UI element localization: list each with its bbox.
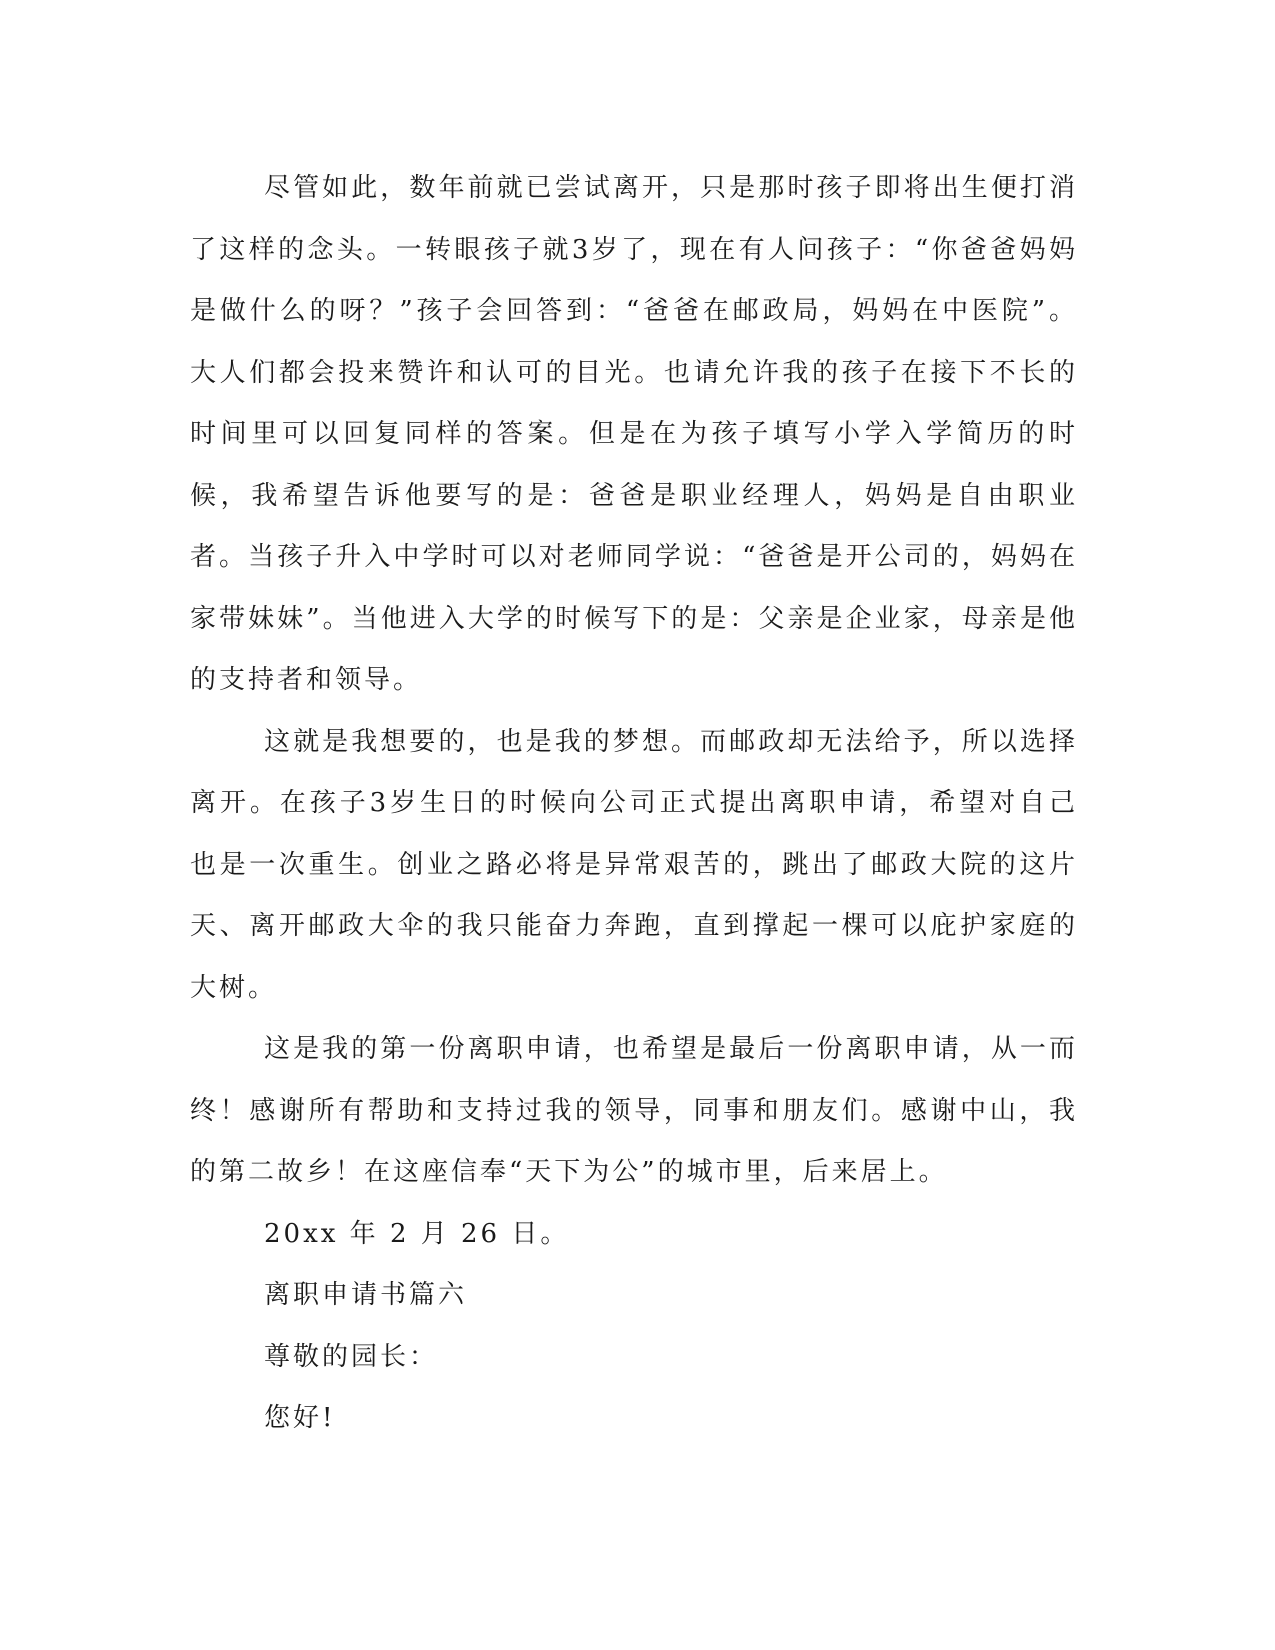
salutation: 尊敬的园长： (264, 1341, 439, 1372)
paragraph-1: 尽管如此，数年前就已尝试离开，只是那时孩子即将出生便打消了这样的念头。一转眼孩子就3岁了，现在有人问孩子：“你爸爸妈妈是做什么的呀？”孩子会回答到：“爸爸在邮政局，妈妈在中医院”。大人们都会投来赞许和认可的目光。也请允许我的孩子在接下不长的时间里可以回复同样的答案。但是在为孩子填写小学入学简历的时候，我希望告诉他要写的是：爸爸是职业经理人，妈妈是自由职业者。当孩子升入中学时可以对老师同学说：“爸爸是开公司的，妈妈在家带妹妹”。当他进入大学的时候写下的是：父亲是企业家，母亲是他的支持者和领导。 (190, 173, 1078, 695)
section-title: 离职申请书篇六 (264, 1280, 468, 1310)
date-line: 20xx 年 2 月 26 日。 (264, 1218, 570, 1249)
paragraph-2: 这就是我想要的，也是我的梦想。而邮政却无法给予，所以选择离开。在孩子3岁生日的时候向公司正式提出离职申请，希望对自己也是一次重生。创业之路必将是异常艰苦的，跳出了邮政大院的这片天、离开邮政大伞的我只能奋力奔跑，直到撑起一棵可以庇护家庭的大树。 (190, 726, 1078, 1003)
document-body (190, 158, 1078, 1450)
greeting: 您好! (264, 1403, 336, 1433)
paragraph-3: 这是我的第一份离职申请，也希望是最后一份离职申请，从一而终！感谢所有帮助和支持过我的领导，同事和朋友们。感谢中山，我的第二故乡！在这座信奉“天下为公”的城市里，后来居上。 (190, 1034, 1078, 1187)
